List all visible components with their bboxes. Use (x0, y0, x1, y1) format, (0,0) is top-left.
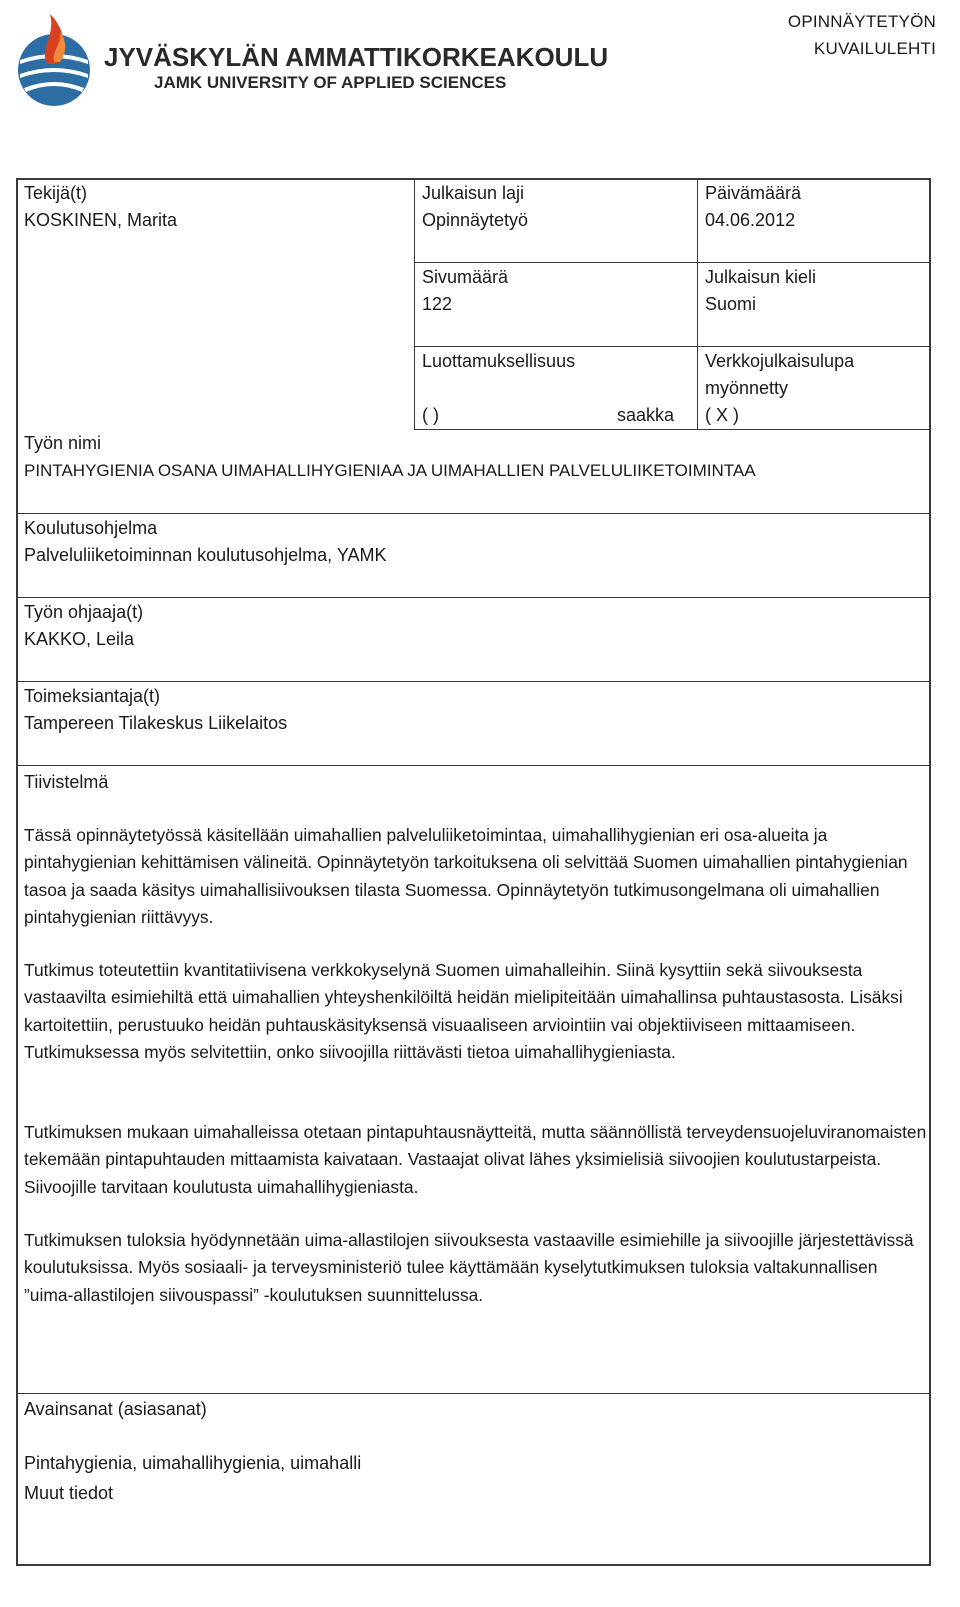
abstract-paragraph: Tutkimuksen mukaan uimahalleissa otetaan pintapuhtausnäytteitä, mutta säännöllistä terveydensuojeluviranomaisten tekemään pintapuhtauden mittaamista kaivataan. Vastaajat olivat lähes yksimielisiä siivoojien koulutustarpeista. Siivoojille tarvitaan koulutusta uimahallihygieniasta. (24, 1122, 927, 1197)
divider-h-keywords (16, 1393, 931, 1394)
abstract-paragraph: Tutkimuksen tuloksia hyödynnetään uima-allastilojen siivouksesta vastaaville esimiehille ja siivoojille järjestettävissä koulutuksissa. Myös sosiaali- ja terveysministeriö tulee käyttämään kyselytutkimuksen tuloksia valtakunnallisen ”uima-allastilojen siivouspassi” -koulutuksen suunnittelussa. (24, 1230, 914, 1305)
commissioner-value: Tampereen Tilakeskus Liikelaitos (24, 713, 288, 733)
divider-v2 (697, 178, 698, 430)
pages-value: 122 (422, 294, 453, 314)
jamk-logo (8, 4, 609, 108)
confidentiality-until: saakka (617, 405, 675, 425)
date-label: Päivämäärä (705, 183, 802, 203)
abstract-paragraph: Tutkimus toteutettiin kvantitatiivisena verkkokyselynä Suomen uimahalleihin. Siinä kysyttiin sekä siivouksesta vastaavilta esimiehiltä että uimahallien yhteyshenkilöiltä heidän mielipiteitään uimahallinsa puhtaustasosta. Lisäksi kartoitettiin, perustuuko heidän puhtauskäsityksensä visuaaliseen arviointiin vai objektiiviseen mittaamiseen. Tutkimuksessa myös selvitettiin, onko siivoojilla riittävästi tietoa uimahallihygieniasta. (24, 960, 903, 1063)
language-value: Suomi (705, 294, 757, 314)
author-label: Tekijä(t) (24, 183, 88, 203)
online-permission-label-1: Verkkojulkaisulupa (705, 351, 855, 371)
divider-h-supervisor (16, 597, 931, 598)
supervisor-value: KAKKO, Leila (24, 629, 135, 649)
document-type-line2: KUVAILULEHTI (813, 39, 936, 58)
border-right (929, 178, 931, 1566)
abstract-label: Tiivistelmä (24, 772, 109, 792)
pages-label: Sivumäärä (422, 267, 509, 287)
publication-type-label: Julkaisun laji (422, 183, 525, 203)
border-left (16, 178, 18, 1566)
program-value: Palveluliiketoiminnan koulutusohjelma, YAMK (24, 545, 387, 565)
divider-h-title (414, 429, 931, 430)
program-label: Koulutusohjelma (24, 518, 158, 538)
online-permission-label-2: myönnetty (705, 378, 789, 398)
divider-h-commissioner (16, 681, 931, 682)
language-label: Julkaisun kieli (705, 267, 817, 287)
divider-h-abstract (16, 765, 931, 766)
commissioner-label: Toimeksiantaja(t) (24, 686, 161, 706)
divider-h-pages (414, 262, 931, 263)
border-bottom (16, 1564, 931, 1566)
document-type-line1: OPINNÄYTETYÖN (787, 12, 936, 31)
date-value: 04.06.2012 (705, 210, 796, 230)
divider-h-confidentiality (414, 346, 931, 347)
divider-h-program (16, 513, 931, 514)
keywords-label: Avainsanat (asiasanat) (24, 1399, 207, 1419)
author-value: KOSKINEN, Marita (24, 210, 178, 230)
abstract-paragraph: Tässä opinnäytetyössä käsitellään uimahallien palveluliiketoimintaa, uimahallihygienian eri osa-alueita ja pintahygienian kehittämisen välineitä. Opinnäytetyön tarkoituksena oli selvittää Suomen uimahallien pintahygienian tasoa ja saada käsitys uimahallisiivouksen tilasta Suomessa. Opinnäytetyön tutkimusongelmana oli uimahallien pintahygienian riittävyys. (24, 825, 908, 928)
other-info-label: Muut tiedot (24, 1483, 114, 1503)
logo-title: JYVÄSKYLÄN AMMATTIKORKEAKOULU (104, 42, 609, 72)
supervisor-label: Työn ohjaaja(t) (24, 602, 144, 622)
logo-subtitle: JAMK UNIVERSITY OF APPLIED SCIENCES (154, 73, 507, 92)
title-label: Työn nimi (24, 433, 102, 453)
keywords-value: Pintahygienia, uimahallihygienia, uimahalli (24, 1453, 362, 1473)
online-permission-checkbox[interactable]: ( X ) (705, 405, 739, 425)
publication-type-value: Opinnäytetyö (422, 210, 529, 230)
divider-v1 (414, 178, 415, 430)
flame-emblem-icon (18, 14, 90, 106)
confidentiality-label: Luottamuksellisuus (422, 351, 576, 371)
document-type (788, 8, 936, 62)
title-value: PINTAHYGIENIA OSANA UIMAHALLIHYGIENIAA JA UIMAHALLIEN PALVELULIIKETOIMINTAA (24, 461, 756, 480)
confidentiality-checkbox[interactable]: ( ) (422, 405, 439, 425)
